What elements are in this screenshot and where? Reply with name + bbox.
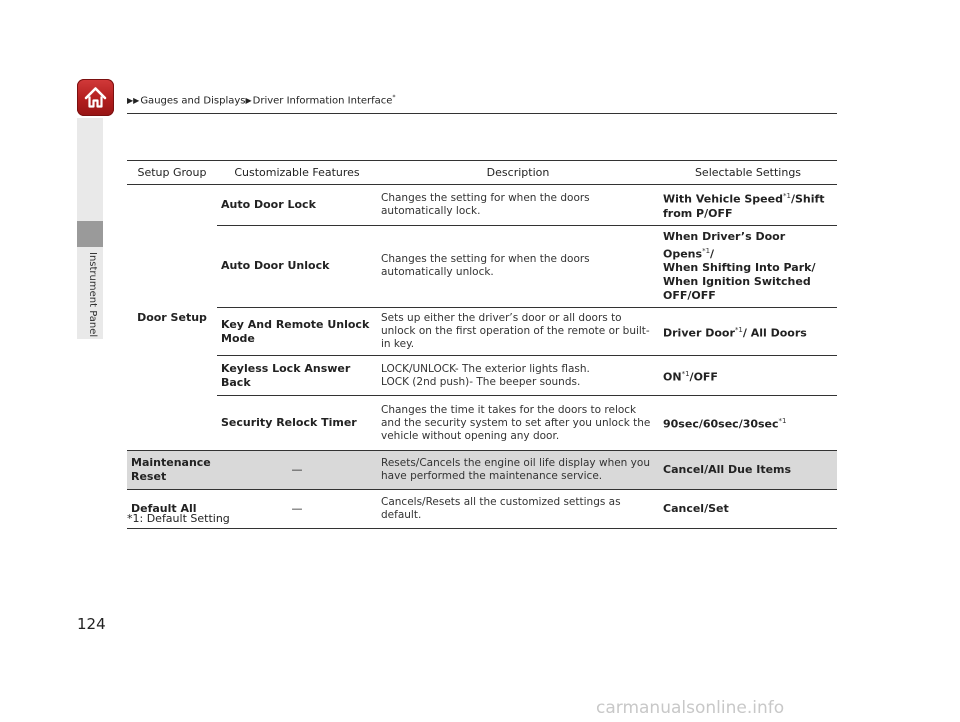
feature-auto-door-lock: Auto Door Lock xyxy=(217,185,377,226)
selectable-settings: $90\sec/60\sec/30\sec^{*1}$ xyxy=(659,396,837,451)
breadcrumb-mark: * xyxy=(392,94,396,101)
description: Changes the setting for when the doors automatically unlock. xyxy=(377,225,659,308)
footnote: *1: Default Setting xyxy=(127,512,230,525)
breadcrumb-item-gauges[interactable]: Gauges and Displays xyxy=(140,95,246,107)
selectable-settings: When Driver’s Door Opens$^{*1}$/ When Shifting Into Park/ When Ignition Switched OFF/OFF xyxy=(659,225,837,308)
triangle-right-icon: ▶▶ xyxy=(127,96,140,106)
sidebar-section-label: Instrument Panel xyxy=(87,252,98,338)
description: LOCK/UNLOCK- The exterior lights flash. LOCK (2nd push)- The beeper sounds. xyxy=(377,356,659,396)
feature-none: — xyxy=(217,490,377,529)
selectable-settings: Cancel/Set xyxy=(659,490,837,529)
selectable-settings: Cancel/All Due Items xyxy=(659,451,837,490)
header-divider xyxy=(127,113,837,114)
feature-keyless-lock-answer-back: Keyless Lock Answer Back xyxy=(217,356,377,396)
table-row xyxy=(127,490,837,529)
sidebar-strip-top xyxy=(77,118,103,221)
table-row xyxy=(127,356,837,396)
description: Cancels/Resets all the customized settings as default. xyxy=(377,490,659,529)
header-features: Customizable Features xyxy=(217,161,377,185)
table-row xyxy=(127,451,837,490)
table-row xyxy=(127,396,837,451)
selectable-settings: With Vehicle Speed$^{*1}$/Shift from P/OFF xyxy=(659,185,837,226)
table-header-row xyxy=(127,161,837,185)
description: Resets/Cancels the engine oil life display when you have performed the maintenance service. xyxy=(377,451,659,490)
table-row xyxy=(127,308,837,356)
header-description: Description xyxy=(377,161,659,185)
watermark: carmanualsonline.info xyxy=(596,698,785,718)
header-setup-group: Setup Group xyxy=(127,161,217,185)
group-door-setup: Door Setup xyxy=(127,185,217,451)
breadcrumb xyxy=(127,94,395,106)
selectable-settings: ON$^{*1}$/OFF xyxy=(659,356,837,396)
triangle-right-icon: ▶ xyxy=(245,96,252,106)
feature-security-relock-timer: Security Relock Timer xyxy=(217,396,377,451)
breadcrumb-item-driver-info[interactable]: Driver Information Interface xyxy=(252,95,393,107)
home-icon xyxy=(83,85,108,110)
page-number: 124 xyxy=(77,615,106,633)
table-row xyxy=(127,185,837,226)
group-maintenance-reset: Maintenance Reset xyxy=(127,451,217,490)
selectable-settings: Driver Door$^{*1}$/ All Doors xyxy=(659,308,837,356)
group-default-all: Default All xyxy=(127,490,217,529)
home-button[interactable] xyxy=(77,79,114,116)
feature-none: — xyxy=(217,451,377,490)
description: Sets up either the driver’s door or all doors to unlock on the first operation of the remote or built-in key. xyxy=(377,308,659,356)
header-settings: Selectable Settings xyxy=(659,161,837,185)
feature-auto-door-unlock: Auto Door Unlock xyxy=(217,225,377,308)
feature-key-remote-unlock: Key And Remote Unlock Mode xyxy=(217,308,377,356)
table-row xyxy=(127,225,837,308)
description: Changes the time it takes for the doors to relock and the security system to set after you unlock the vehicle without opening any door. xyxy=(377,396,659,451)
description: Changes the setting for when the doors automatically lock. xyxy=(377,185,659,226)
sidebar-section-tab[interactable] xyxy=(77,221,103,247)
customization-table xyxy=(127,160,837,529)
